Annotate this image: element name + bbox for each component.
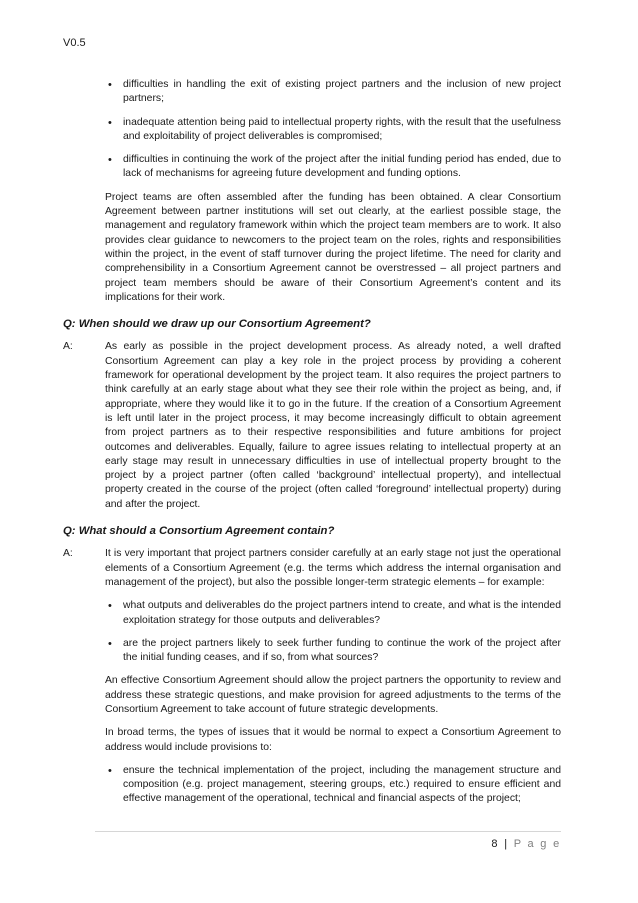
provisions-bullet-list: [63, 764, 561, 807]
list-item: • difficulties in continuing the work of the project after the initial funding period has ended, due to lack of mechanisms for agreeing future development and funding options.: [63, 153, 561, 182]
list-item: • inadequate attention being paid to intellectual property rights, with the result that the usefulness and exploitability of project deliverables is compromised;: [63, 116, 561, 145]
page-content: [63, 78, 561, 816]
answer-label: A:: [63, 341, 73, 353]
risk-bullet-list: [63, 78, 561, 182]
answer-label: A:: [63, 548, 73, 560]
answer-block: [63, 547, 561, 590]
strategic-bullet-list: [63, 599, 561, 665]
list-item: • ensure the technical implementation of the project, including the management structure and composition (e.g. project management, steering groups, etc.) required to ensure efficient and effective management of the operational, technical and financial aspects of the project;: [63, 764, 561, 807]
list-item: • difficulties in handling the exit of existing project partners and the inclusion of new project partners;: [63, 78, 561, 107]
page-footer: [491, 838, 561, 850]
paragraph: In broad terms, the types of issues that it would be normal to expect a Consortium Agreement to address would include provisions to:: [105, 727, 561, 753]
answer-block: [63, 340, 561, 512]
page-word: P a g e: [513, 838, 561, 850]
answer-text: It is very important that project partners consider carefully at an early stage not just the operational elements of a Consortium Agreement (e.g. the terms which address the internal organisation and management of the project), but also the possible longer-term strategic elements – for example:: [105, 548, 561, 588]
question-heading: Q: When should we draw up our Consortium Agreement?: [63, 318, 371, 331]
list-item: • what outputs and deliverables do the project partners intend to create, and what is the intended exploitation strategy for those outputs and deliverables?: [63, 599, 561, 628]
version-label: V0.5: [63, 37, 86, 49]
question-heading: Q: What should a Consortium Agreement contain?: [63, 525, 335, 538]
footer-separator: |: [504, 838, 509, 850]
footer-divider: [95, 831, 561, 832]
paragraph: Project teams are often assembled after the funding has been obtained. A clear Consortium Agreement between partner institutions will set out clearly, at the earliest possible stage, the management and regulatory framework within which the project team members are to work. It also provides clear guidance to newcomers to the project team on the roles, rights and responsibilities within the project, in the event of staff turnover during the project lifetime. The need for clarity and comprehensibility in a Consortium Agreement cannot be overstressed – all project partners and project team members should be aware of their Consortium Agreement’s content and its implications for their work.: [105, 191, 561, 303]
list-item: • are the project partners likely to seek further funding to continue the work of the project after the initial funding ceases, and if so, from what sources?: [63, 637, 561, 666]
answer-text: As early as possible in the project development process. As already noted, a well drafted Consortium Agreement can play a key role in the project process by providing a coherent framework for operational development by the project team. It also requires the project partners to think carefully at an early stage about what they see their role within the project as being, and, if appropriate, where they would like it to go in the future. If the creation of a Consortium Agreement is left until later in the project process, it may become increasingly difficult to obtain agreement from project partners as to their respective responsibilities and future ambitions for project outcomes and deliverables. Equally, failure to agree issues relating to intellectual property at an early stage may result in unnecessary difficulties in use of intellectual property brought to the project by a project partner (often called ‘background’ intellectual property), and intellectual property created in the course of the project (often called ‘foreground’ intellectual property) during and after the project.: [105, 341, 561, 510]
paragraph: An effective Consortium Agreement should allow the project partners the opportunity to review and address these strategic questions, and make provision for agreed adjustments to the terms of the Consortium Agreement to take account of future strategic developments.: [105, 675, 561, 715]
page-number: 8: [491, 838, 500, 850]
